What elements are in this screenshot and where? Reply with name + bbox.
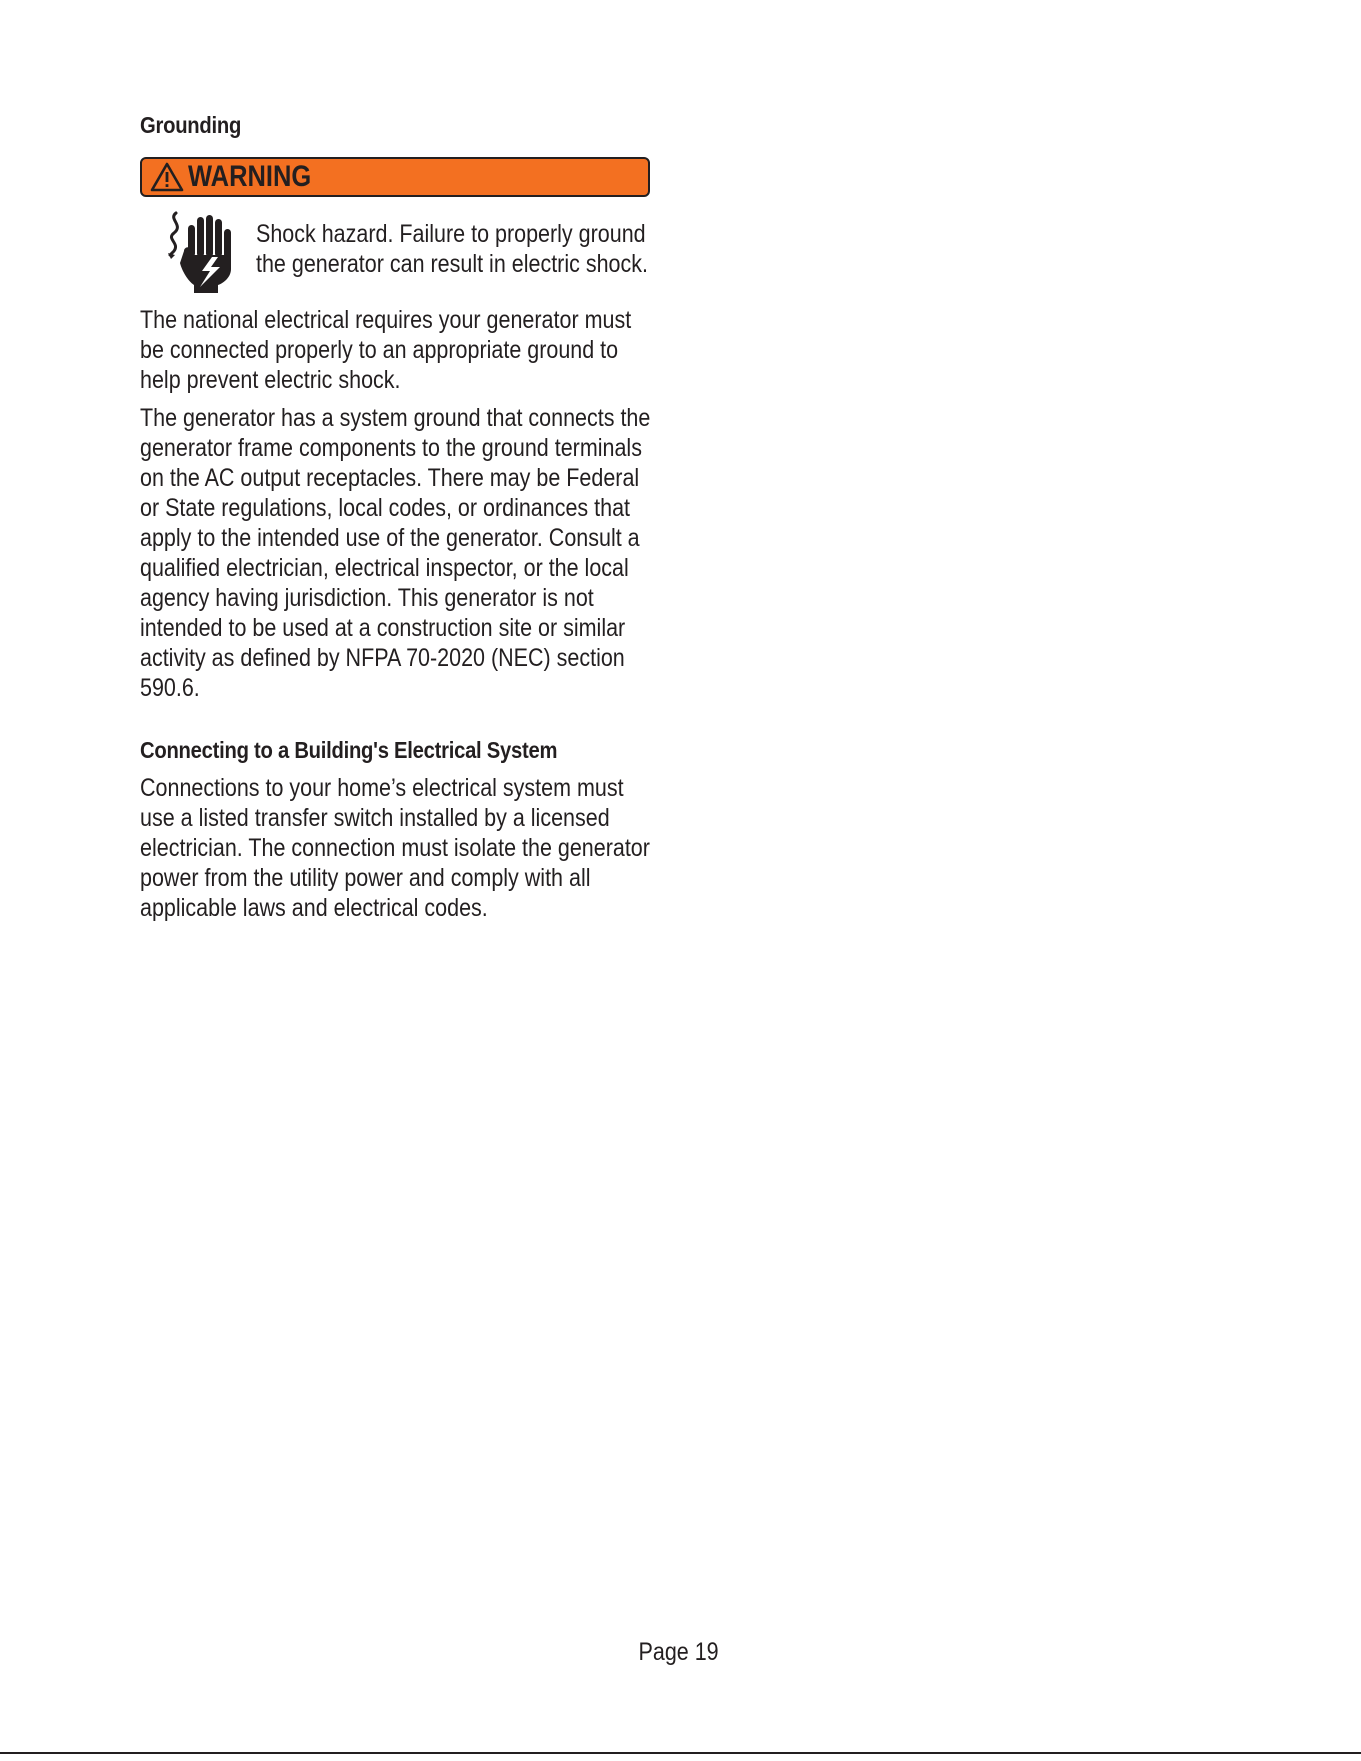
warning-banner xyxy=(140,157,650,197)
text-line: generator frame components to the ground terminals xyxy=(140,434,642,462)
electric-shock-hand-icon xyxy=(162,211,234,293)
text-line: apply to the intended use of the generator. Consult a xyxy=(140,524,640,552)
hazard-text xyxy=(256,219,648,279)
text-line: qualified electrician, electrical inspector, or the local xyxy=(140,554,629,582)
text-line: Connections to your home’s electrical system must xyxy=(140,774,624,802)
text-line: on the AC output receptacles. There may be Federal xyxy=(140,464,640,492)
page-number-text: Page 19 xyxy=(638,1638,719,1666)
text-line: intended to be used at a construction site or similar xyxy=(140,614,626,642)
building-connection-paragraph xyxy=(140,773,656,923)
grounding-heading: Grounding xyxy=(140,112,242,138)
text-line: use a listed transfer switch installed by a licensed xyxy=(140,804,610,832)
hazard-line: Shock hazard. Failure to properly ground xyxy=(256,220,646,248)
text-line: power from the utility power and comply with all xyxy=(140,864,591,892)
text-line: 590.6. xyxy=(140,674,200,702)
content-column xyxy=(140,110,650,923)
text-line: help prevent electric shock. xyxy=(140,366,401,394)
page-number xyxy=(0,1637,1361,1667)
hazard-row xyxy=(140,207,650,297)
text-line: applicable laws and electrical codes. xyxy=(140,894,488,922)
hazard-line: the generator can result in electric shock. xyxy=(256,250,648,278)
text-line: or State regulations, local codes, or ordinances that xyxy=(140,494,631,522)
warning-label: WARNING xyxy=(188,160,312,193)
building-connection-heading: Connecting to a Building's Electrical System xyxy=(140,737,558,763)
text-line: agency having jurisdiction. This generator is not xyxy=(140,584,594,612)
bottom-rule xyxy=(0,1752,1361,1754)
text-line: The national electrical requires your generator must xyxy=(140,306,632,334)
text-line: be connected properly to an appropriate ground to xyxy=(140,336,619,364)
text-line: activity as defined by NFPA 70-2020 (NEC) section xyxy=(140,644,625,672)
grounding-paragraph-2 xyxy=(140,403,656,703)
warning-triangle-icon xyxy=(150,162,184,192)
grounding-paragraph-1 xyxy=(140,305,656,395)
text-line: The generator has a system ground that connects the xyxy=(140,404,651,432)
text-line: electrician. The connection must isolate the generator xyxy=(140,834,650,862)
